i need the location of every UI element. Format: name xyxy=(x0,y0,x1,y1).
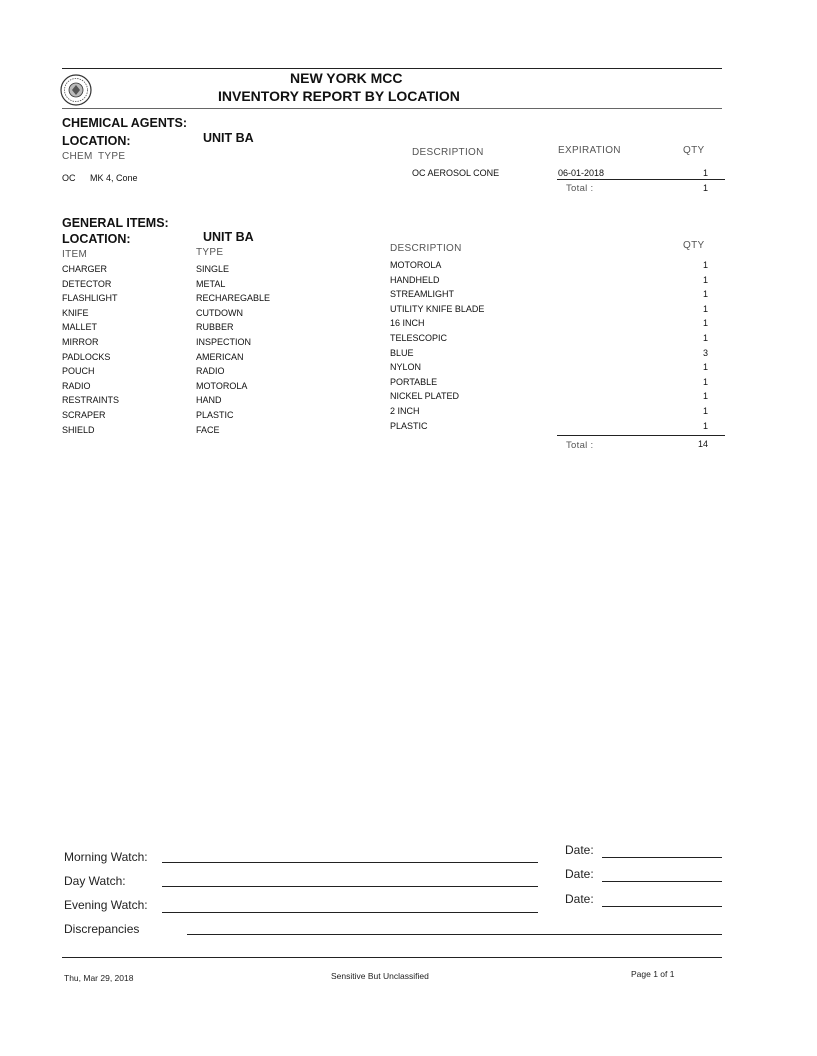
general-row-type: RECHAREGABLE xyxy=(196,293,271,304)
chemical-col-chem: CHEM xyxy=(62,151,93,162)
day-date-label: Date: xyxy=(565,867,594,881)
chemical-row-description: OC AEROSOL CONE xyxy=(412,168,500,178)
morning-date-label: Date: xyxy=(565,843,594,857)
evening-watch-label: Evening Watch: xyxy=(64,898,148,912)
general-row-qty: 1 xyxy=(702,376,708,387)
morning-watch-label: Morning Watch: xyxy=(64,850,148,864)
chemical-col-type: TYPE xyxy=(98,151,126,162)
general-row-description: TELESCOPIC xyxy=(390,333,448,343)
general-col-qty: QTY xyxy=(683,240,705,251)
general-row-description: NYLON xyxy=(390,362,422,373)
general-row-description: HANDHELD xyxy=(390,274,440,285)
general-row-item: MIRROR xyxy=(62,337,99,347)
general-row-item: KNIFE xyxy=(62,307,89,318)
report-title-line1: NEW YORK MCC xyxy=(290,70,403,86)
general-row-qty: 1 xyxy=(702,303,708,314)
general-row-type: PLASTIC xyxy=(196,410,234,420)
general-row-type: INSPECTION xyxy=(196,337,252,347)
footer-date: Thu, Mar 29, 2018 xyxy=(64,973,134,983)
general-row-qty: 1 xyxy=(702,274,708,285)
chemical-location-value: UNIT BA xyxy=(203,131,254,145)
general-row-description: PLASTIC xyxy=(390,420,428,431)
general-row-type: HAND xyxy=(196,395,222,406)
chemical-location-label: LOCATION: xyxy=(62,134,131,148)
general-col-description: DESCRIPTION xyxy=(390,243,462,254)
chemical-col-description: DESCRIPTION xyxy=(412,147,484,158)
general-row-type: CUTDOWN xyxy=(196,307,243,318)
general-row-qty: 1 xyxy=(702,406,708,416)
general-row-qty: 3 xyxy=(702,347,708,358)
general-row-type: FACE xyxy=(196,424,220,435)
general-row-item: MALLET xyxy=(62,322,98,333)
chemical-total-value: 1 xyxy=(702,183,708,193)
day-watch-line[interactable] xyxy=(162,886,538,887)
footer-page: Page 1 of 1 xyxy=(631,969,675,979)
general-row-qty: 1 xyxy=(702,260,708,270)
general-row-qty: 1 xyxy=(702,362,708,373)
general-row-item: SCRAPER xyxy=(62,410,106,420)
evening-watch-line[interactable] xyxy=(162,912,538,913)
evening-date-line[interactable] xyxy=(602,906,722,907)
general-row-type: MOTOROLA xyxy=(196,380,248,391)
general-row-item: RESTRAINTS xyxy=(62,395,120,406)
general-row-qty: 1 xyxy=(702,289,708,300)
report-title-line2: INVENTORY REPORT BY LOCATION xyxy=(218,88,460,104)
general-row-description: NICKEL PLATED xyxy=(390,391,460,402)
chemical-row-expiration: 06-01-2018 xyxy=(558,168,605,178)
general-row-item: PADLOCKS xyxy=(62,351,111,362)
general-row-item: FLASHLIGHT xyxy=(62,293,118,304)
discrepancies-line-1[interactable] xyxy=(187,934,722,935)
day-date-line[interactable] xyxy=(602,881,722,882)
discrepancies-label: Discrepancies xyxy=(64,922,140,936)
general-row-item: RADIO xyxy=(62,380,91,391)
general-row-item: CHARGER xyxy=(62,264,108,274)
general-row-description: UTILITY KNIFE BLADE xyxy=(390,303,485,314)
general-row-type: RADIO xyxy=(196,366,225,377)
general-row-item: POUCH xyxy=(62,366,95,377)
chemical-section-title: CHEMICAL AGENTS: xyxy=(62,116,187,130)
general-row-description: STREAMLIGHT xyxy=(390,289,455,300)
general-row-item: DETECTOR xyxy=(62,278,112,289)
general-row-type: RUBBER xyxy=(196,322,234,333)
general-row-description: 16 INCH xyxy=(390,318,425,329)
general-total-label: Total : xyxy=(566,440,594,451)
seal-icon xyxy=(60,74,92,106)
general-location-label: LOCATION: xyxy=(62,232,131,246)
general-total-rule xyxy=(557,435,725,436)
general-row-type: SINGLE xyxy=(196,264,230,274)
chemical-row-chem: OC xyxy=(62,173,76,183)
general-row-qty: 1 xyxy=(702,318,708,329)
day-watch-label: Day Watch: xyxy=(64,874,126,888)
footer-classification: Sensitive But Unclassified xyxy=(331,971,429,981)
chemical-row-type: MK 4, Cone xyxy=(90,173,138,183)
chemical-col-qty: QTY xyxy=(683,145,705,156)
chemical-total-label: Total : xyxy=(566,183,594,194)
general-row-qty: 1 xyxy=(702,420,708,431)
header-top-rule xyxy=(62,68,722,69)
morning-date-line[interactable] xyxy=(602,857,722,858)
chemical-col-expiration: EXPIRATION xyxy=(558,145,621,156)
morning-watch-line[interactable] xyxy=(162,862,538,863)
general-row-qty: 1 xyxy=(702,391,708,402)
evening-date-label: Date: xyxy=(565,892,594,906)
chemical-row-qty: 1 xyxy=(702,168,708,178)
general-row-description: PORTABLE xyxy=(390,376,438,387)
general-col-item: ITEM xyxy=(62,249,88,260)
general-row-description: BLUE xyxy=(390,347,414,358)
header-bottom-rule xyxy=(62,108,722,109)
general-location-value: UNIT BA xyxy=(203,230,254,244)
chemical-total-rule xyxy=(557,179,725,180)
general-row-qty: 1 xyxy=(702,333,708,343)
general-row-item: SHIELD xyxy=(62,424,95,435)
general-row-type: AMERICAN xyxy=(196,351,244,362)
general-row-description: 2 INCH xyxy=(390,406,420,416)
general-row-type: METAL xyxy=(196,278,226,289)
general-col-type: TYPE xyxy=(196,247,224,258)
general-total-value: 14 xyxy=(697,439,708,449)
general-section-title: GENERAL ITEMS: xyxy=(62,216,169,230)
discrepancies-line-2[interactable] xyxy=(62,957,722,958)
general-row-description: MOTOROLA xyxy=(390,260,442,270)
